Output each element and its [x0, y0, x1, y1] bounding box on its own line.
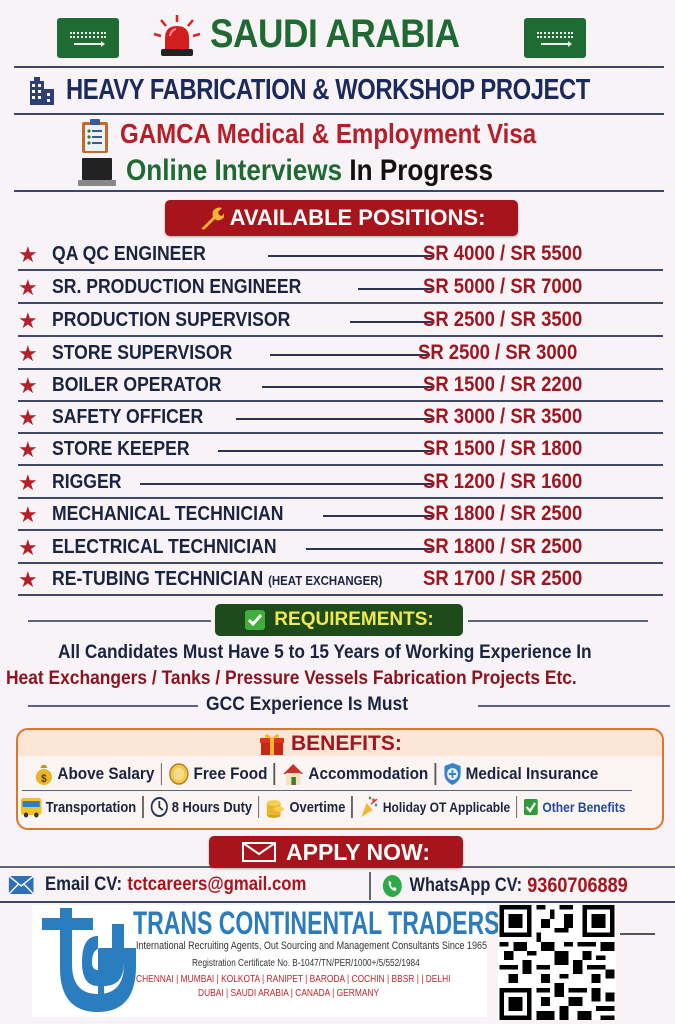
separator	[351, 796, 352, 818]
divider	[14, 190, 664, 192]
position-title: QA QC ENGINEER	[52, 243, 206, 265]
interview-line-black: In Progress	[349, 154, 493, 187]
benefit-label: Holiday OT Applicable	[382, 799, 511, 815]
star-icon: ★	[18, 535, 38, 560]
divider	[28, 705, 198, 707]
separator	[258, 796, 259, 818]
star-icon: ★	[18, 405, 38, 430]
position-row	[18, 563, 663, 595]
position-salary: SR 4000 / SR 5500	[423, 242, 583, 265]
gift-icon	[259, 732, 285, 756]
position-title: SR. PRODUCTION ENGINEER	[52, 276, 302, 298]
benefits-header	[259, 732, 402, 756]
laptop-icon	[76, 156, 118, 188]
position-row	[18, 433, 663, 465]
dash-line	[236, 418, 433, 420]
requirement-line-3: GCC Experience Is Must	[206, 694, 409, 715]
apply-now-button[interactable]	[209, 836, 463, 868]
requirement-line-1: All Candidates Must Have 5 to 15 Years of Working Experience In	[58, 642, 592, 663]
benefit-item	[265, 795, 345, 819]
food-plate-icon	[168, 763, 190, 785]
available-positions-heading: AVAILABLE POSITIONS:	[229, 205, 486, 230]
benefit-label: 8 Hours Duty	[171, 798, 253, 816]
requirements-banner	[215, 604, 463, 636]
saudi-flag-icon	[57, 18, 119, 58]
benefit-label: Transportation	[45, 798, 137, 816]
star-icon: ★	[18, 373, 38, 398]
divider	[14, 66, 664, 68]
money-bag-icon	[34, 762, 54, 786]
position-row	[18, 238, 663, 270]
dash-line	[268, 255, 433, 257]
apply-now-heading: APPLY NOW:	[286, 838, 430, 865]
separator	[516, 796, 517, 818]
benefit-item	[359, 795, 510, 819]
dash-line	[323, 515, 433, 517]
company-tagline: International Recruiting Agents, Out Sourcing and Management Consultants Since 1965	[136, 940, 487, 952]
medical-shield-icon	[442, 762, 462, 786]
divider	[28, 620, 211, 622]
position-row	[18, 498, 663, 530]
company-name: TRANS CONTINENTAL TRADERS	[133, 905, 500, 941]
benefits-heading: BENEFITS:	[291, 732, 402, 755]
position-title: STORE KEEPER	[52, 438, 190, 460]
registration-number: Registration Certificate No. B-1047/TN/PER/1000+/5/552/1984	[192, 958, 420, 969]
position-salary: SR 1800 / SR 2500	[423, 535, 583, 558]
siren-icon	[153, 14, 201, 58]
saudi-flag-icon	[524, 18, 586, 58]
benefit-item	[149, 796, 252, 818]
benefits-row-1	[34, 762, 598, 786]
star-icon: ★	[18, 275, 38, 300]
benefit-item	[20, 796, 136, 818]
benefit-item	[281, 762, 428, 786]
position-salary: SR 2500 / SR 3500	[423, 308, 583, 331]
benefit-item	[524, 798, 626, 816]
clock-icon	[149, 796, 168, 818]
position-row	[18, 401, 663, 433]
position-salary: SR 1500 / SR 1800	[423, 437, 583, 460]
benefit-item	[168, 763, 267, 785]
email-label: Email CV:	[44, 874, 123, 895]
benefit-label: Accommodation	[308, 764, 429, 783]
position-title: SAFETY OFFICER	[52, 406, 204, 428]
coins-icon	[265, 795, 286, 819]
separator	[142, 796, 143, 818]
project-title: HEAVY FABRICATION & WORKSHOP PROJECT	[66, 74, 590, 106]
dash-line	[350, 321, 433, 323]
position-salary: SR 1700 / SR 2500	[423, 567, 583, 590]
row-separator	[18, 594, 663, 596]
dash-line	[306, 548, 433, 550]
star-icon: ★	[18, 502, 38, 527]
divider	[22, 790, 632, 791]
whatsapp-contact	[382, 874, 628, 898]
envelope-icon	[242, 841, 276, 863]
requirement-line-2: Heat Exchangers / Tanks / Pressure Vessels Fabrication Projects Etc.	[6, 668, 577, 689]
country-title: SAUDI ARABIA	[210, 12, 460, 56]
star-icon: ★	[18, 470, 38, 495]
star-icon: ★	[18, 437, 38, 462]
star-icon: ★	[18, 567, 38, 592]
benefits-row-2	[20, 795, 625, 819]
position-title: PRODUCTION SUPERVISOR	[52, 309, 291, 331]
locations-line-1: CHENNAI | MUMBAI | KOLKOTA | RANIPET | BARODA | COCHIN | BBSR | | DELHI	[136, 973, 451, 985]
dash-line	[262, 386, 433, 388]
dash-line	[358, 288, 433, 290]
position-title: STORE SUPERVISOR	[52, 342, 233, 364]
divider	[14, 113, 664, 115]
whatsapp-label: WhatsApp CV:	[409, 875, 523, 896]
position-salary: SR 2500 / SR 3000	[418, 341, 578, 364]
position-title	[52, 568, 382, 591]
separator	[161, 763, 162, 785]
benefit-label: Medical Insurance	[465, 764, 599, 783]
position-row	[18, 271, 663, 303]
separator	[435, 763, 436, 785]
benefit-label: Above Salary	[57, 764, 155, 783]
checkmark-icon	[244, 609, 266, 631]
position-salary: SR 1800 / SR 2500	[423, 502, 583, 525]
benefit-item	[34, 762, 154, 786]
position-title: RIGGER	[52, 471, 122, 493]
wrench-icon	[198, 205, 224, 231]
star-icon: ★	[18, 242, 38, 267]
email-address[interactable]: tctcareers@gmail.com	[127, 874, 307, 895]
svg-text:$: $	[41, 773, 47, 786]
divider	[0, 901, 675, 903]
bus-icon	[20, 796, 42, 818]
benefit-label: Overtime	[289, 798, 346, 816]
position-salary: SR 3000 / SR 3500	[423, 405, 583, 428]
position-row	[18, 531, 663, 563]
available-positions-banner	[165, 200, 518, 236]
whatsapp-number[interactable]: 9360706889	[527, 874, 628, 897]
email-icon	[8, 874, 34, 896]
star-icon: ★	[18, 341, 38, 366]
building-icon	[26, 75, 58, 105]
visa-line: GAMCA Medical & Employment Visa	[120, 118, 537, 149]
separator	[369, 872, 371, 900]
dash-line	[218, 450, 433, 452]
star-icon: ★	[18, 308, 38, 333]
position-row	[18, 304, 663, 336]
requirements-heading: REQUIREMENTS:	[274, 609, 434, 630]
interview-line-green: Online Interviews	[126, 154, 343, 187]
benefit-label: Free Food	[193, 764, 268, 783]
divider	[468, 620, 648, 622]
email-contact	[8, 874, 306, 896]
party-popper-icon	[359, 795, 380, 819]
benefit-label: Other Benefits	[542, 799, 626, 815]
clipboard-icon	[80, 118, 110, 154]
locations-line-2: DUBAI | SAUDI ARABIA | CANADA | GERMANY	[198, 987, 380, 999]
benefit-item	[442, 762, 598, 786]
position-salary: SR 1500 / SR 2200	[423, 373, 583, 396]
dash-line	[140, 483, 433, 485]
checkbox-icon	[524, 798, 539, 816]
company-logo-icon	[38, 908, 138, 1016]
position-title-text: RE-TUBING TECHNICIAN	[52, 568, 264, 590]
position-title: BOILER OPERATOR	[52, 374, 222, 396]
position-row	[18, 337, 663, 369]
position-title: ELECTRICAL TECHNICIAN	[52, 536, 277, 558]
position-row	[18, 466, 663, 498]
position-salary: SR 1200 / SR 1600	[423, 470, 583, 493]
divider	[478, 705, 670, 707]
position-title: MECHANICAL TECHNICIAN	[52, 503, 284, 525]
qr-code[interactable]	[498, 905, 616, 1020]
dash-line	[270, 354, 430, 356]
position-salary: SR 5000 / SR 7000	[423, 275, 583, 298]
house-icon	[281, 762, 304, 786]
position-title-note: (HEAT EXCHANGER)	[268, 573, 383, 588]
position-row	[18, 369, 663, 401]
whatsapp-icon	[382, 874, 403, 898]
divider	[620, 933, 655, 935]
separator	[274, 763, 275, 785]
